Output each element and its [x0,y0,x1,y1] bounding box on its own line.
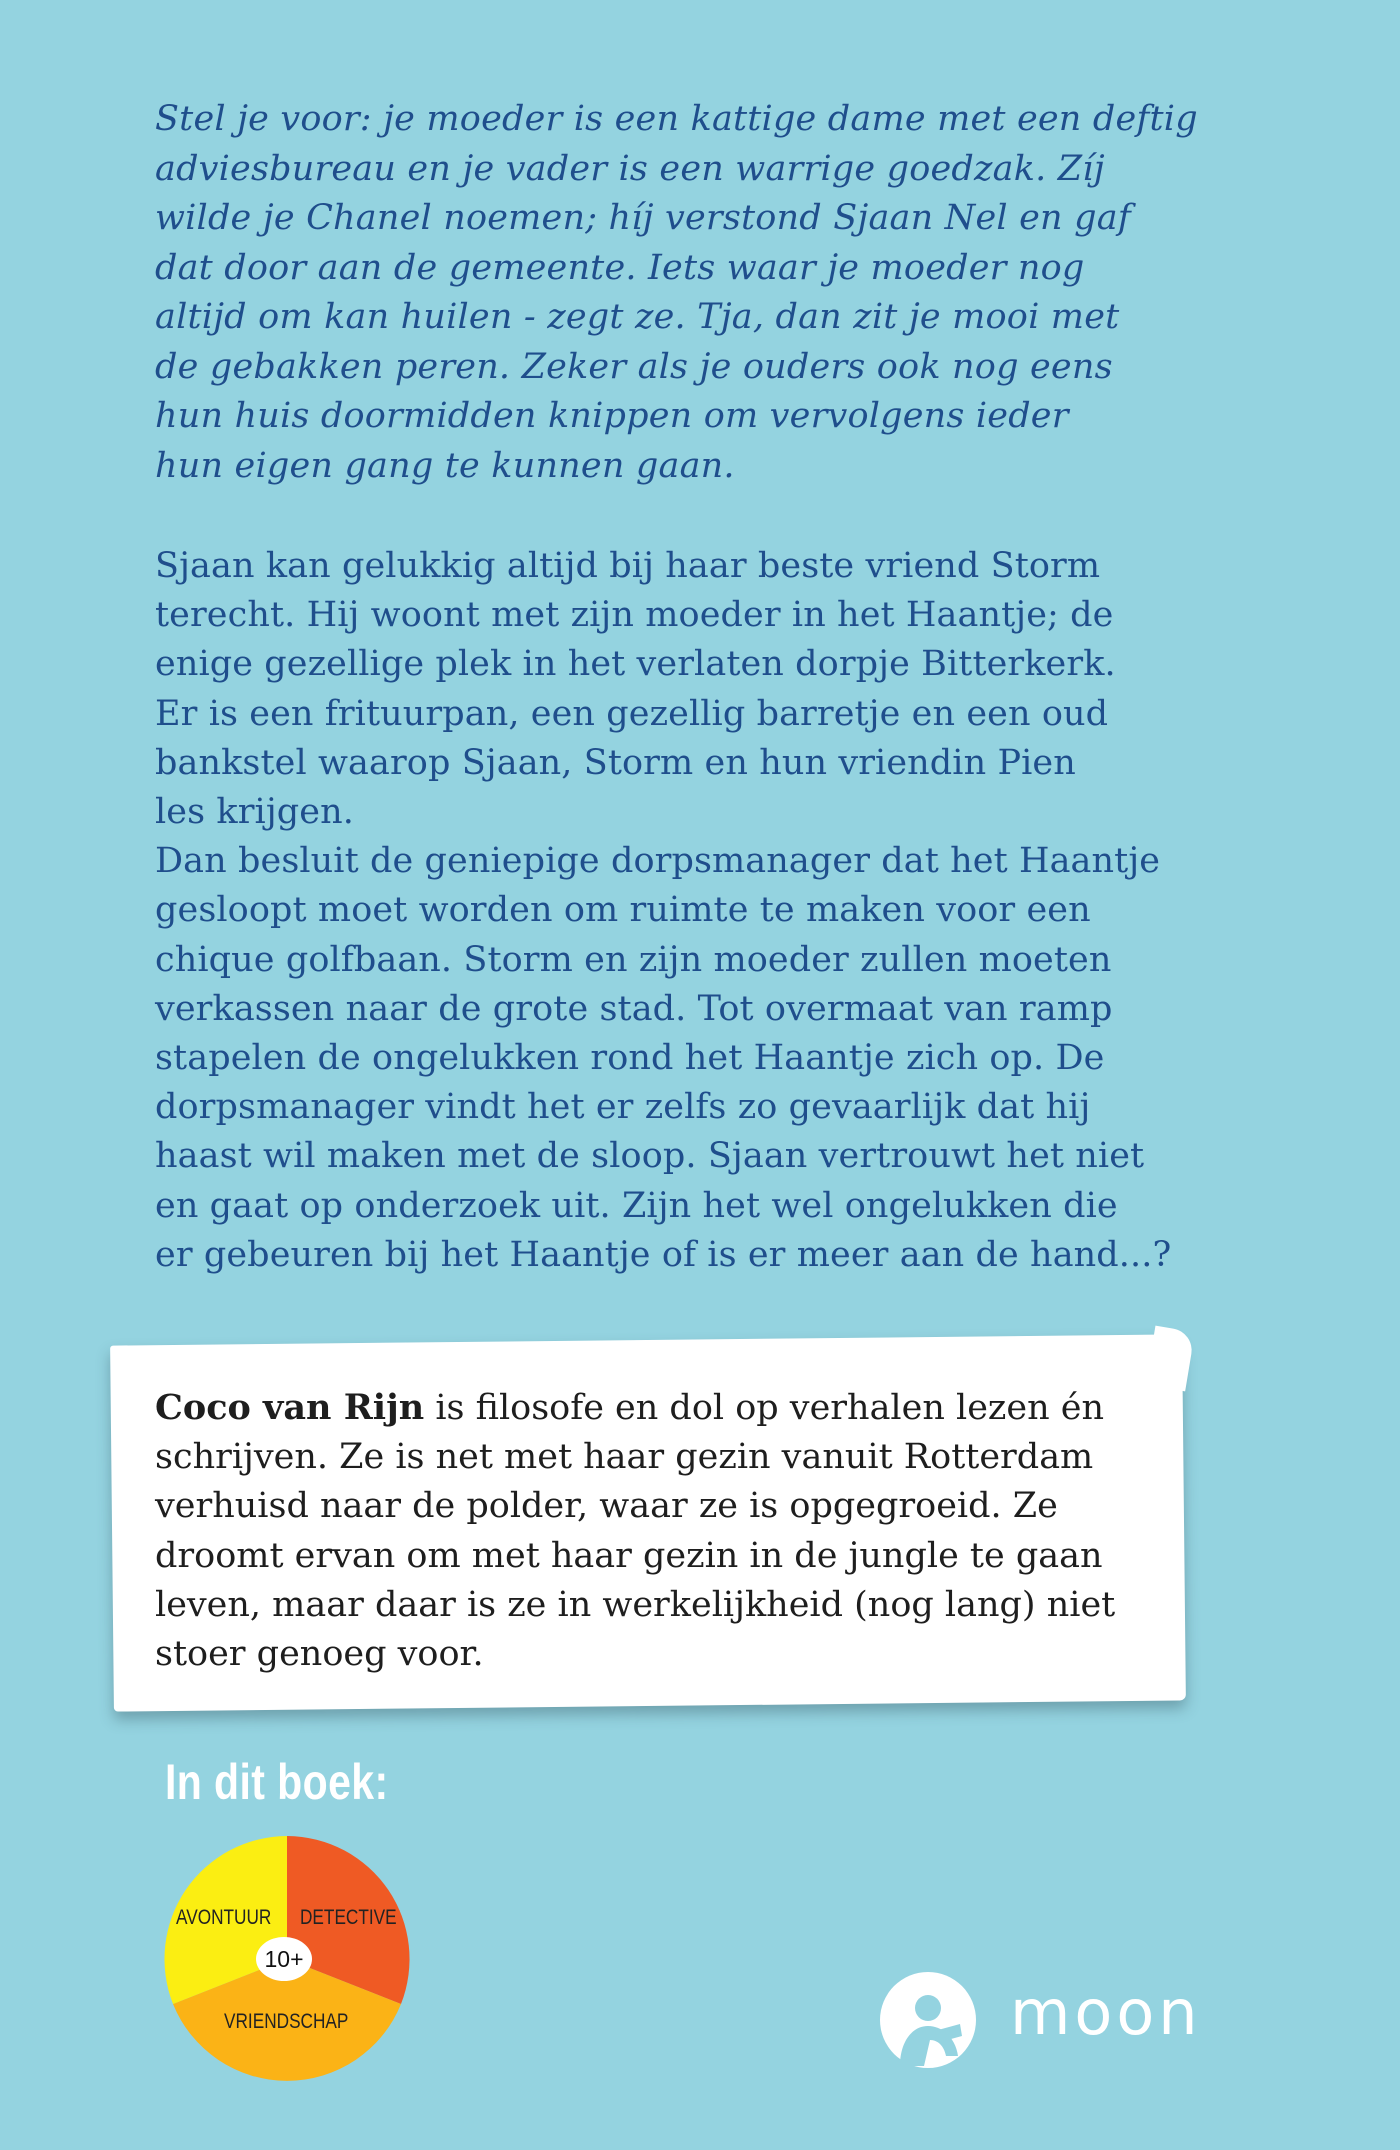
moon-reader-logo-icon [878,1970,978,2070]
summary-line: er gebeuren bij het Haantje of is er meer aan de hand...? [155,1234,1172,1275]
summary-line: les krijgen. [155,792,354,833]
author-name: Coco van Rijn [155,1387,425,1428]
intro-line: hun eigen gang te kunnen gaan. [155,445,735,486]
summary-line: dorpsmanager vindt het er zelfs zo gevaarlijk dat hij [155,1087,1091,1128]
genre-label-detective: DETECTIVE [300,1906,397,1929]
intro-line: dat door aan de gemeente. Iets waar je moeder nog [155,247,1085,288]
summary-line: enige gezellige plek in het verlaten dorpje Bitterkerk. [155,644,1116,685]
intro-line: de gebakken peren. Zeker als je ouders ook nog eens [155,346,1113,387]
summary-line: haast wil maken met de sloop. Sjaan vertrouwt het niet [155,1136,1145,1177]
summary-line: Dan besluit de geniepige dorpsmanager dat het Haantje [155,841,1161,882]
bio-line [155,1383,1175,1433]
summary-line: chique golfbaan. Storm en zijn moeder zullen moeten [155,939,1112,980]
summary-line: en gaat op onderzoek uit. Zijn het wel ongelukken die [155,1185,1118,1226]
bio-line: leven, maar daar is ze in werkelijkheid (nog lang) niet [155,1584,1116,1625]
bio-line: verhuisd naar de polder, waar ze is opgegroeid. Ze [155,1486,1058,1527]
summary-line: gesloopt moet worden om ruimte te maken voor een [155,890,1091,931]
intro-blurb [155,95,1225,491]
publisher-name: moon [1010,1976,1202,2049]
summary-line: stapelen de ongelukken rond het Haantje zich op. De [155,1038,1105,1079]
genre-label-vriendschap: VRIENDSCHAP [224,2010,349,2033]
intro-line: adviesbureau en je vader is een warrige goedzak. Zíj [155,148,1105,189]
genre-wheel [162,1834,412,2084]
summary-line: verkassen naar de grote stad. Tot overmaat van ramp [155,988,1113,1029]
story-summary [155,542,1235,1280]
age-badge: 10+ [256,1937,312,1981]
intro-line: wilde je Chanel noemen; híj verstond Sjaan Nel en gaf [155,198,1131,238]
bio-line: schrijven. Ze is net met haar gezin vanuit Rotterdam [155,1437,1094,1478]
author-bio [155,1383,1175,1679]
intro-line: Stel je voor: je moeder is een kattige dame met een deftig [155,99,1198,139]
summary-line: bankstel waarop Sjaan, Storm en hun vriendin Pien [155,742,1076,783]
intro-line: altijd om kan huilen - zegt ze. Tja, dan zit je mooi met [155,297,1120,337]
intro-line: hun huis doormidden knippen om vervolgens ieder [155,396,1069,436]
bio-first-line: is filosofe en dol op verhalen lezen én [424,1388,1104,1428]
bio-line: stoer genoeg voor. [155,1634,484,1675]
publisher-logo [878,1970,1218,2070]
genre-heading: In dit boek: [165,1754,389,1810]
summary-line: terecht. Hij woont met zijn moeder in het Haantje; de [155,595,1114,636]
bio-line: droomt ervan om met haar gezin in de jungle te gaan [155,1535,1103,1576]
summary-line: Er is een frituurpan, een gezellig barretje en een oud [155,693,1109,734]
summary-line: Sjaan kan gelukkig altijd bij haar beste vriend Storm [155,546,1101,586]
genre-label-avontuur: AVONTUUR [176,1906,272,1929]
